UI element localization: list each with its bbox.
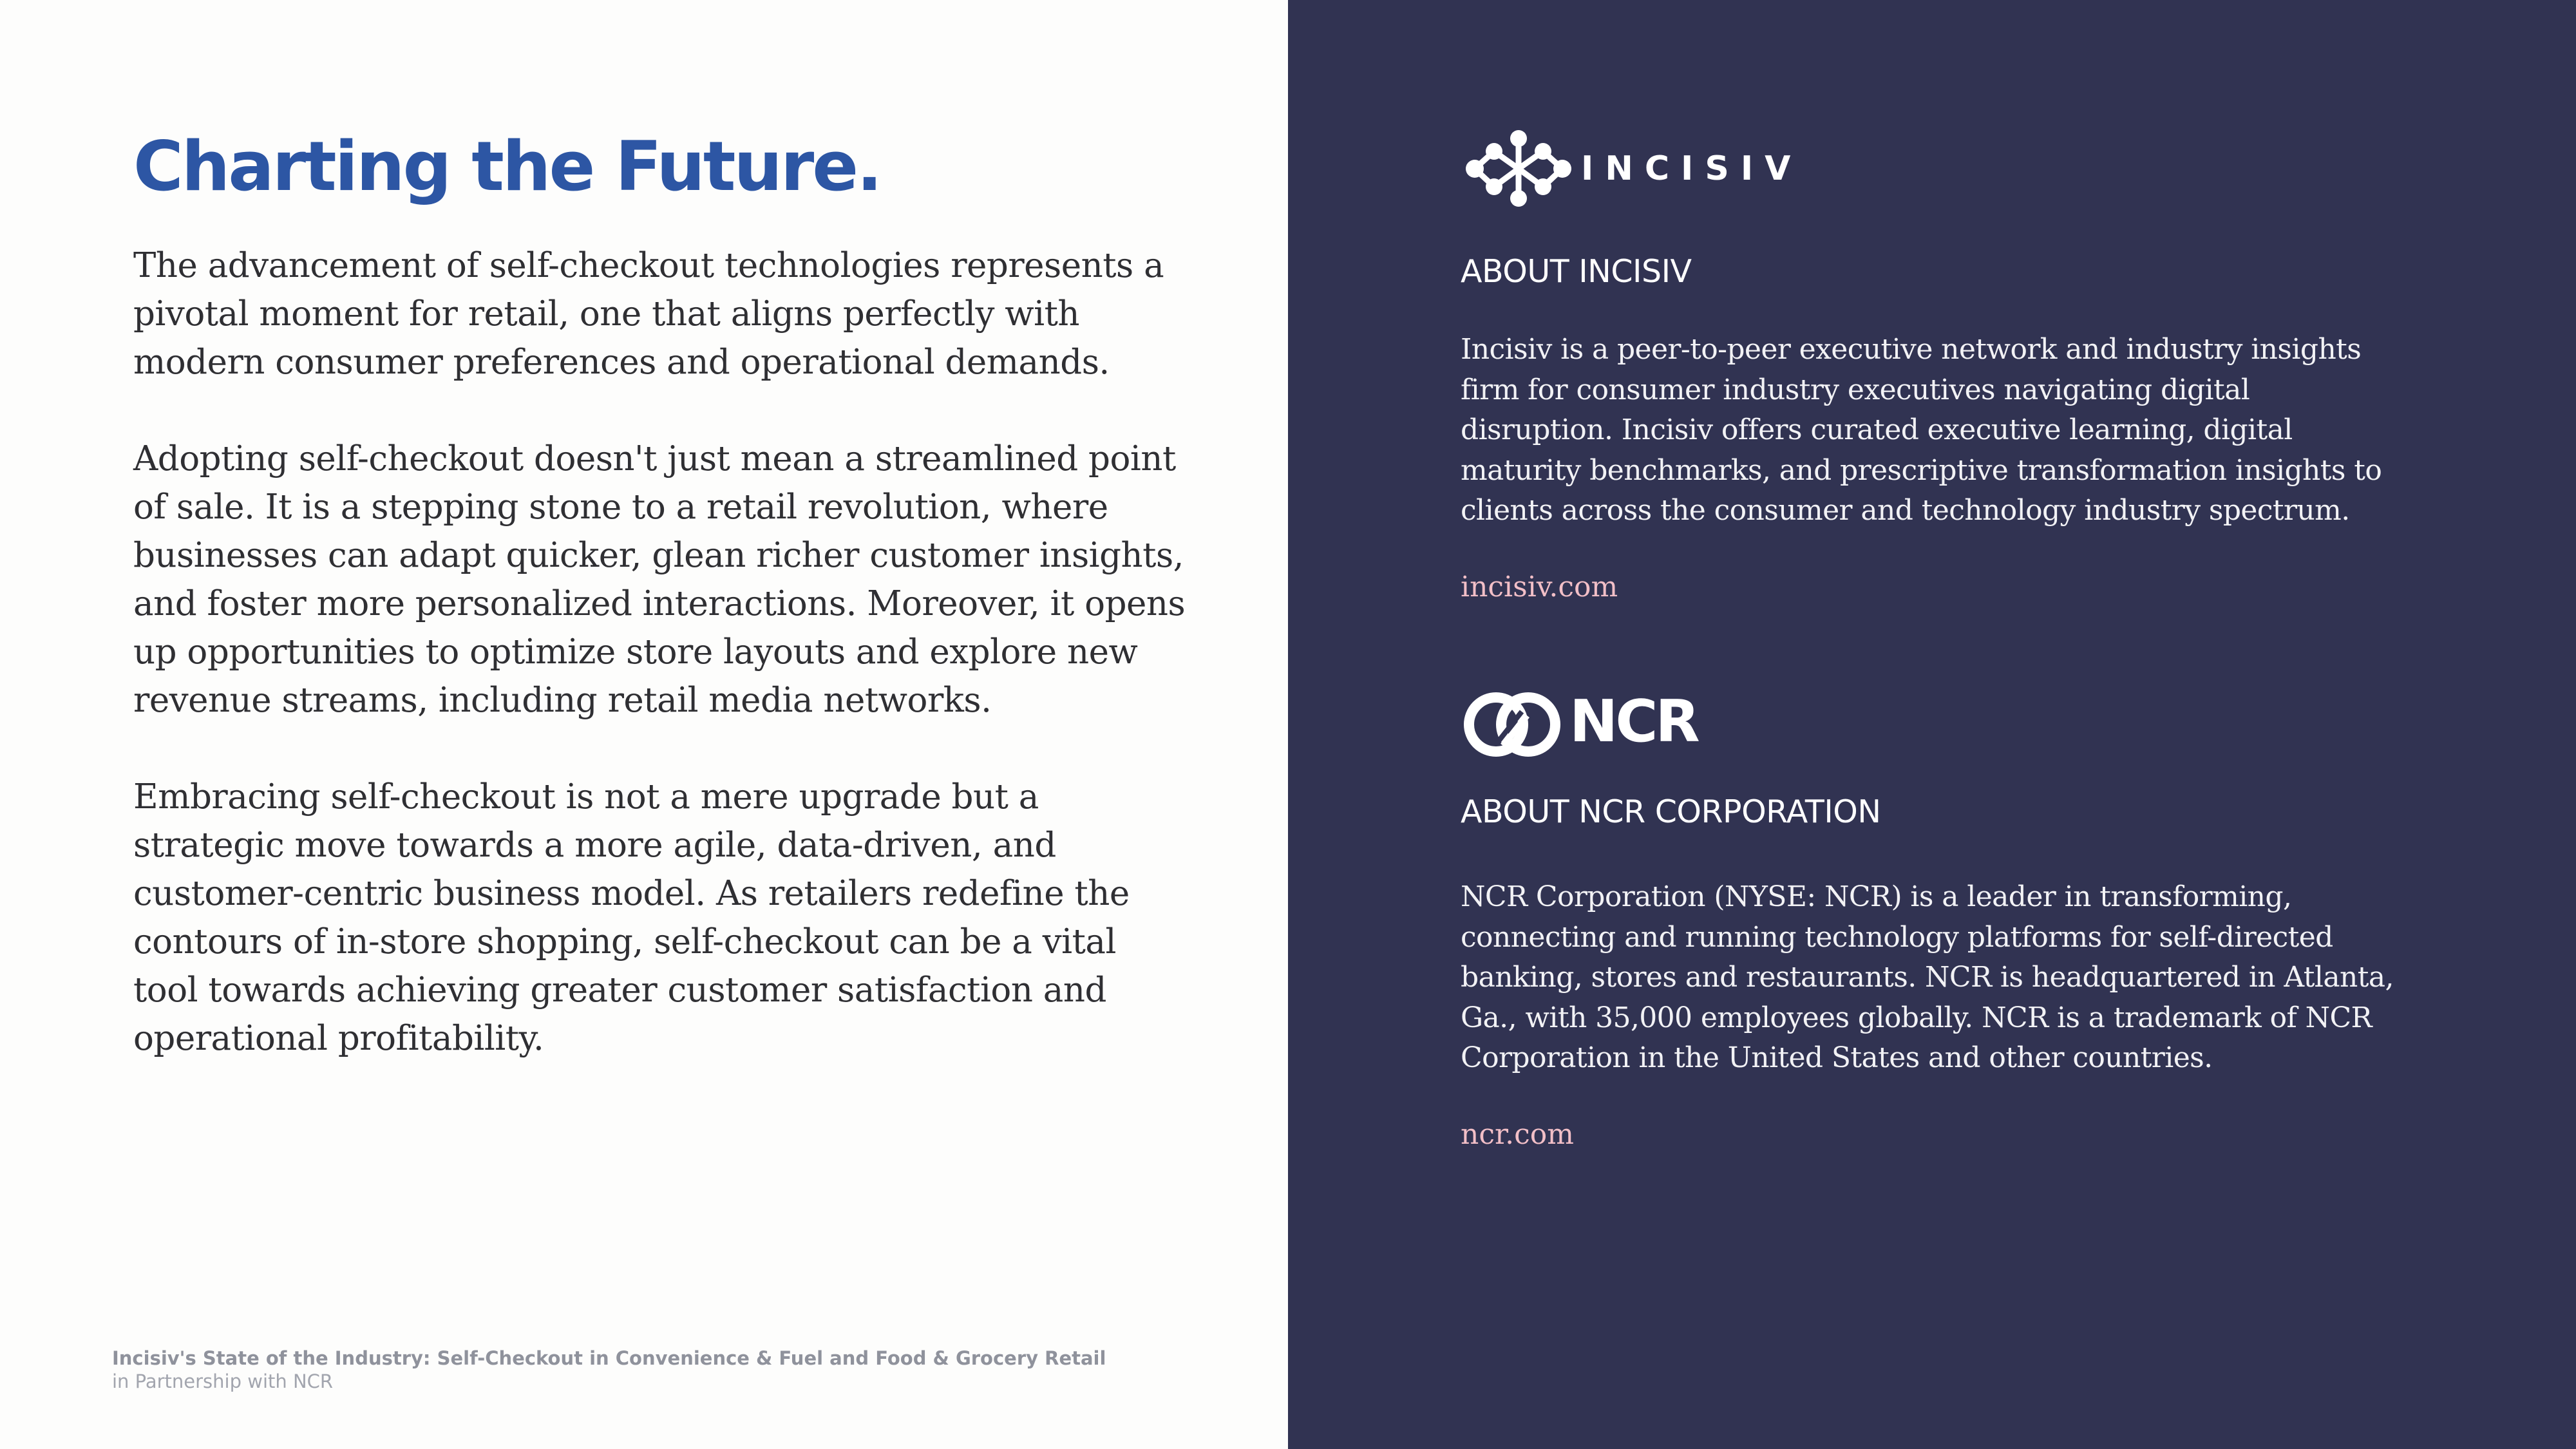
incisiv-wordmark: INCISIV xyxy=(1581,149,1803,188)
footer-report-title: Incisiv's State of the Industry: Self-Checkout in Convenience & Fuel and Food & Grocery Retail xyxy=(112,1347,1106,1369)
about-incisiv-heading: ABOUT INCISIV xyxy=(1461,253,1692,290)
body-paragraph-3: Embracing self-checkout is not a mere upgrade but a strategic move towards a more agile, data-driven, and customer-centric business model. As retailers redefine the contours of in-store shopping, self-checkout can be a vital tool towards achieving greater customer satisfaction and operational profitability. xyxy=(133,777,1130,1058)
body-paragraph-1: The advancement of self-checkout technologies represents a pivotal moment for retail, one that aligns perfectly with modern consumer preferences and operational demands. xyxy=(133,246,1164,382)
about-ncr-heading: ABOUT NCR CORPORATION xyxy=(1461,793,1881,830)
about-incisiv-text: Incisiv is a peer-to-peer executive network and industry insights firm for consumer industry executives navigating digital disruption. Incisiv offers curated executive learning, digital maturity benchmarks, and prescriptive transformation insights to clients across the consumer and technology industry spectrum. xyxy=(1461,333,2382,527)
footer-partnership: in Partnership with NCR xyxy=(112,1370,334,1392)
ncr-rings-icon xyxy=(1461,689,1564,760)
incisiv-molecule-icon xyxy=(1461,129,1577,209)
ncr-link[interactable]: ncr.com xyxy=(1461,1118,1575,1151)
about-ncr-text: NCR Corporation (NYSE: NCR) is a leader in transforming, connecting and running technology platforms for self-directed banking, stores and restaurants. NCR is headquartered in Atlanta, Ga., with 35,000 employees globally. NCR is a trademark of NCR Corporation in the United States and other countries. xyxy=(1461,880,2394,1074)
body-paragraph-2: Adopting self-checkout doesn't just mean a streamlined point of sale. It is a stepping stone to a retail revolution, where businesses can adapt quicker, glean richer customer insights, and foster more personalized interactions. Moreover, it opens up opportunities to optimize store layouts and explore new revenue streams, including retail media networks. xyxy=(133,439,1186,720)
ncr-wordmark: NCR xyxy=(1569,688,1698,755)
incisiv-link[interactable]: incisiv.com xyxy=(1461,571,1618,603)
page-title: Charting the Future. xyxy=(133,127,881,206)
